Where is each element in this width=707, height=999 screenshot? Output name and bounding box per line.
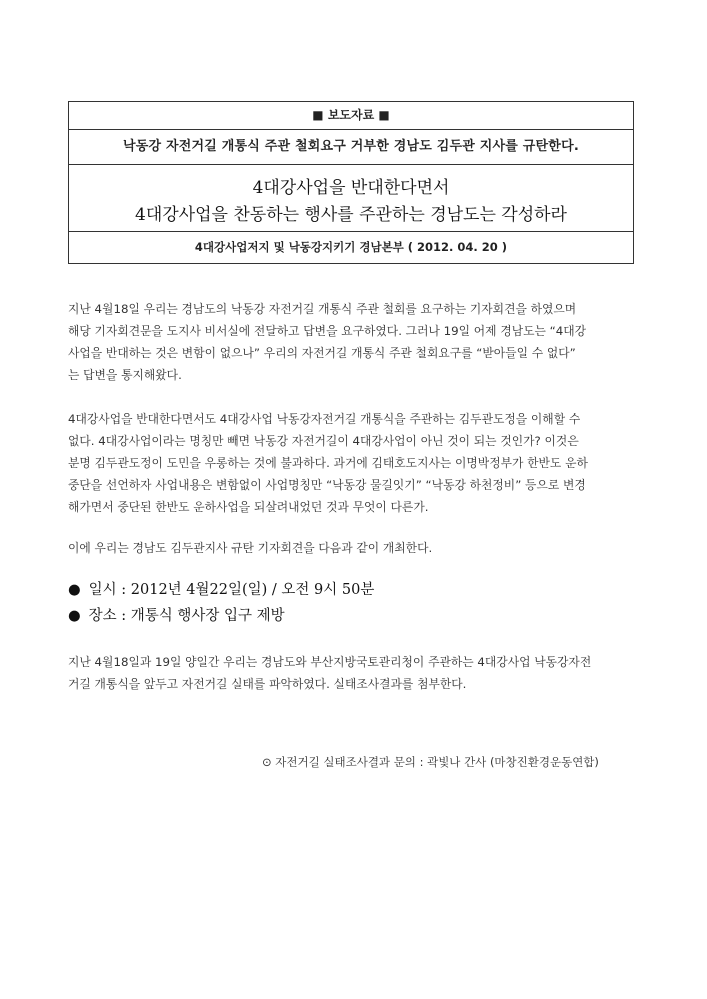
press-release-header-box [68,101,634,264]
paragraph-line: 사업을 반대하는 것은 변함이 없으나” 우리의 자전거길 개통식 주관 철회요구를 “받아들일 수 없다” [68,346,576,360]
header-title [69,165,633,232]
bullet-icon: ● [68,582,81,598]
event-datetime [68,578,374,599]
event-location-text: 장소 : 개통식 행사장 입구 제방 [88,608,285,624]
paragraph-2 [68,408,640,518]
paragraph-4 [68,651,640,695]
paragraph-line: 중단을 선언하자 사업내용은 변함없이 사업명칭만 “낙동강 물길잇기” “낙동강 하천정비” 등으로 변경 [68,478,586,492]
header-title-line-2: 4대강사업을 찬동하는 행사를 주관하는 경남도는 각성하라 [135,205,567,225]
event-datetime-text: 일시 : 2012년 4월22일(일) / 오전 9시 50분 [88,582,375,598]
header-organization-date: 4대강사업저지 및 낙동강지키기 경남본부 ( 2012. 04. 20 ) [194,240,508,254]
bullet-icon: ● [68,608,81,624]
event-location [68,604,285,625]
paragraph-line: 는 답변을 통지해왔다. [68,368,182,382]
contact-info: ⊙ 자전거길 실태조사결과 문의 : 곽빛나 간사 (마창진환경운동연합) [262,755,599,769]
paragraph-line: 없다. 4대강사업이라는 명칭만 빼면 낙동강 자전거길이 4대강사업이 아닌 것이 되는 것인가? 이것은 [68,434,579,448]
paragraph-line: 이에 우리는 경남도 김두관지사 규탄 기자회견을 다음과 같이 개최한다. [68,541,433,555]
paragraph-1 [68,298,640,386]
header-title-line-1: 4대강사업을 반대한다면서 [252,178,450,198]
paragraph-line: 지난 4월18일과 19일 양일간 우리는 경남도와 부산지방국토관리청이 주관하는 4대강사업 낙동강자전 [68,655,592,669]
header-subtitle: 낙동강 자전거길 개통식 주관 철회요구 거부한 경남도 김두관 지사를 규탄한다. [69,130,633,165]
paragraph-line: 분명 김두관도정이 도민을 우롱하는 것에 불과하다. 과거에 김태호도지사는 이명박정부가 한반도 운하 [68,456,588,470]
press-release-label: ■ 보도자료 ■ [69,102,633,130]
paragraph-line: 해가면서 중단된 한반도 운하사업을 되살려내었던 것과 무엇이 다른가. [68,500,429,514]
paragraph-line: 4대강사업을 반대한다면서도 4대강사업 낙동강자전거길 개통식을 주관하는 김두관도정을 이해할 수 [68,412,581,426]
paragraph-3 [68,537,640,559]
paragraph-line: 해당 기자회견문을 도지사 비서실에 전달하고 답변을 요구하였다. 그러나 19일 어제 경남도는 “4대강 [68,324,587,338]
paragraph-line: 지난 4월18일 우리는 경남도의 낙동강 자전거길 개통식 주관 철회를 요구하는 기자회견을 하였으며 [68,302,577,316]
paragraph-line: 거길 개통식을 앞두고 자전거길 실태를 파악하였다. 실태조사결과를 첨부한다. [68,677,467,691]
